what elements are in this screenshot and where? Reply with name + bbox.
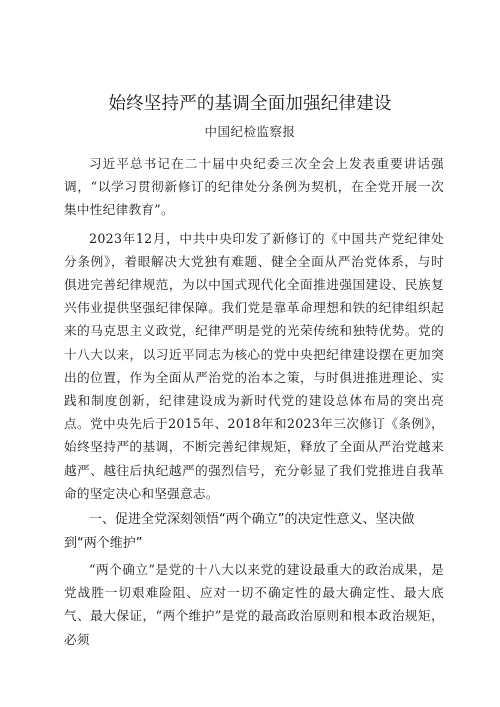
paragraph-3: “两个确立”是党的十八大以来党的建设最重大的政治成果，是党战胜一切艰难险阻、应对一切不确定性的最大确定性、最大底气、最大保证，“两个维护”是党的最高政治原则和根本政治规矩，必须: [64, 562, 444, 647]
article-source: 中国纪检监察报: [204, 124, 296, 139]
paragraph-2: 2023年12月，中共中央印发了新修订的《中国共产党纪律处分条例》，着眼解决大党独有难题、健全全面从严治党体系，与时俱进完善纪律规范，为以中国式现代化全面推进强国建设、民族复兴伟业提供坚强纪律保障。我们党是靠革命理想和铁的纪律组织起来的马克思主义政党，纪律严明是党的光荣传统和独特优势。党的十八大以来，以习近平同志为核心的党中央把纪律建设摆在更加突出的位置，作为全面从严治党的治本之策，与时俱进推进理论、实践和制度创新，纪律建设成为新时代党的建设总体布局的突出亮点。党中央先后于2015年、2018年和2023年三次修订《条例》，始终坚持严的基调，不断完善纪律规矩，释放了全面从严治党越来越严、越往后执纪越严的强烈信号，充分彰显了我们党推进自我革命的坚定决心和坚强意志。: [64, 230, 444, 501]
article-title: 始终坚持严的基调全面加强纪律建设: [108, 94, 392, 114]
paragraph-1: 习近平总书记在二十届中央纪委三次全会上发表重要讲话强调，“以学习贯彻新修订的纪律处分条例为契机，在全党开展一次集中性纪律教育”。: [64, 156, 444, 218]
section-heading: 一、促进全党深刻领悟“两个确立”的决定性意义、坚决做到“两个维护”: [64, 512, 415, 551]
article-body: [64, 152, 444, 651]
